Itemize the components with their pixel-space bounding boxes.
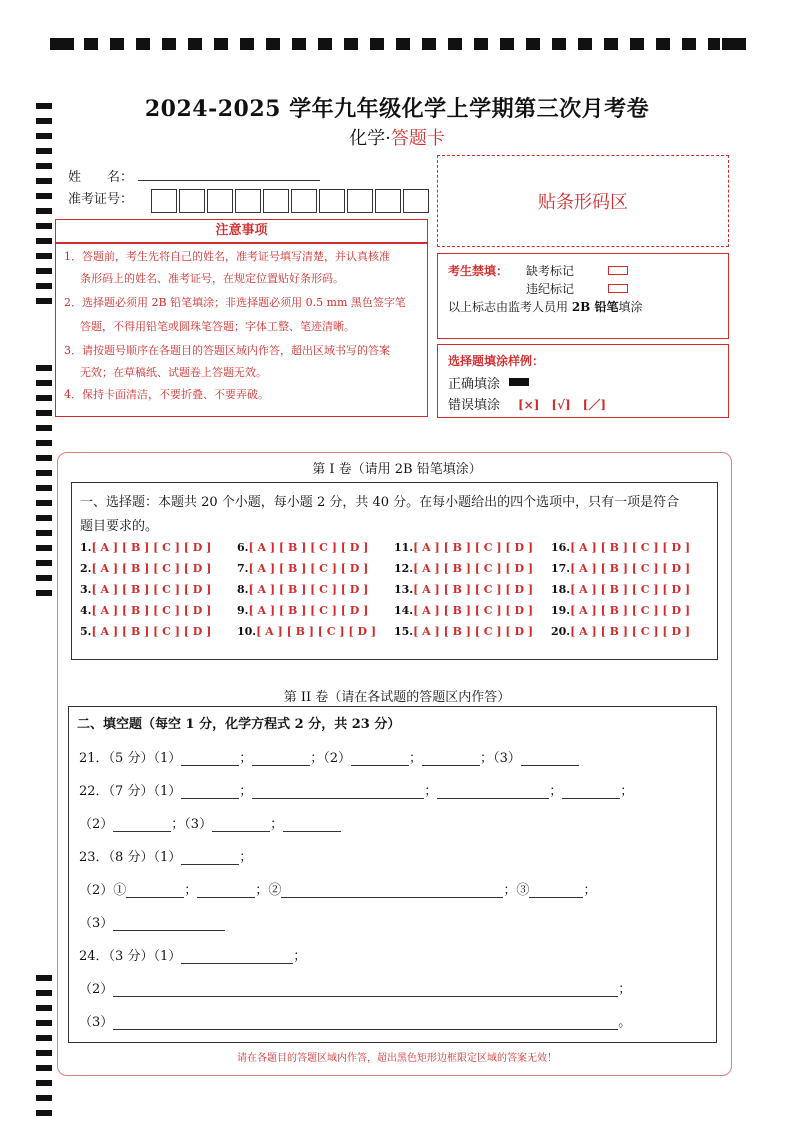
choice-number: 17.	[551, 562, 571, 575]
choice-options[interactable]: [ A ] [ B ] [ C ] [ D ]	[248, 583, 369, 596]
absent-label: 缺考标记	[526, 264, 575, 278]
q23-sep: ；	[255, 883, 269, 898]
answer-blank[interactable]	[252, 753, 310, 766]
q21-sep: ；	[409, 751, 423, 766]
choice-number: 3.	[80, 583, 92, 596]
choice-item-5[interactable]	[80, 625, 211, 638]
fill-sample-box	[437, 344, 729, 418]
choice-item-12[interactable]	[394, 562, 533, 575]
answer-blank[interactable]	[181, 951, 293, 964]
q22-part3: （3）	[184, 817, 213, 832]
q23-circ3: ③	[516, 883, 530, 898]
answer-blank[interactable]	[562, 786, 620, 799]
notice-line: 答题，不得用铅笔或圆珠笔答题；字体工整、笔迹清晰。	[80, 320, 355, 333]
choice-item-3[interactable]	[80, 583, 211, 596]
q21-sep: ；	[310, 751, 324, 766]
q22-sep: ；	[171, 817, 185, 832]
card-subtitle	[0, 124, 794, 150]
choice-options[interactable]: [ A ] [ B ] [ C ] [ D ]	[413, 625, 534, 638]
choice-item-20[interactable]	[551, 625, 690, 638]
choice-item-7[interactable]	[237, 562, 368, 575]
answer-blank[interactable]	[422, 753, 480, 766]
choice-item-6[interactable]	[237, 541, 368, 554]
name-label: 姓 名：	[68, 170, 134, 185]
choice-number: 1.	[80, 541, 92, 554]
choice-item-10[interactable]	[237, 625, 376, 638]
choice-item-14[interactable]	[394, 604, 533, 617]
q24-label: 24．（3 分）（1）	[79, 949, 182, 964]
choice-item-2[interactable]	[80, 562, 211, 575]
choice-number: 5.	[80, 625, 92, 638]
choice-number: 13.	[394, 583, 414, 596]
answer-blank[interactable]	[521, 753, 579, 766]
absent-mark-box[interactable]	[608, 266, 628, 275]
q21-part2: （2）	[323, 751, 352, 766]
choice-item-9[interactable]	[237, 604, 368, 617]
answer-blank[interactable]	[437, 786, 549, 799]
choice-item-18[interactable]	[551, 583, 690, 596]
footer-warning: 请在各题目的答题区域内作答，超出黑色矩形边框限定区域的答案无效！	[237, 1053, 557, 1064]
answer-blank[interactable]	[113, 984, 618, 997]
violation-label: 违纪标记	[526, 282, 575, 296]
choice-item-19[interactable]	[551, 604, 690, 617]
wrong-fill-marks: [×] [√] [／]	[518, 398, 607, 412]
q24-row-3	[79, 1011, 631, 1030]
answer-blank[interactable]	[113, 918, 225, 931]
choice-number: 19.	[551, 604, 571, 617]
q22-sep: ；	[424, 784, 438, 799]
choice-number: 10.	[237, 625, 257, 638]
subtitle-card: 答题卡	[390, 128, 445, 149]
top-timing-marks	[50, 38, 746, 52]
q23-sep: ；	[184, 883, 198, 898]
q24-sep: ；	[293, 949, 307, 964]
choice-options[interactable]: [ A ] [ B ] [ C ] [ D ]	[413, 541, 534, 554]
q23-part2: （2）①	[79, 883, 127, 898]
choice-item-15[interactable]	[394, 625, 533, 638]
choice-options[interactable]: [ A ] [ B ] [ C ] [ D ]	[570, 625, 691, 638]
correct-fill-label: 正确填涂	[448, 377, 501, 392]
exam-title: 2024-2025 学年九年级化学上学期第三次月考卷	[144, 96, 650, 122]
answer-blank[interactable]	[252, 786, 424, 799]
choice-options[interactable]: [ A ] [ B ] [ C ] [ D ]	[570, 562, 691, 575]
q21-sep: ；	[239, 751, 253, 766]
choice-number: 9.	[237, 604, 249, 617]
q21-row	[79, 747, 579, 766]
answer-blank[interactable]	[281, 885, 503, 898]
answer-blank[interactable]	[113, 819, 171, 832]
q23-circ2: ②	[268, 883, 282, 898]
choice-section	[71, 482, 718, 660]
choice-number: 2.	[80, 562, 92, 575]
subtitle-subject: 化学·	[349, 128, 391, 149]
forbid-label: 考生禁填：	[448, 264, 509, 278]
q23-sep: ；	[583, 883, 597, 898]
exam-id-label: 准考证号：	[68, 192, 134, 207]
part2-title: 第 II 卷（请在各试题的答题区内作答）	[283, 690, 511, 705]
choice-options[interactable]: [ A ] [ B ] [ C ] [ D ]	[248, 604, 369, 617]
choice-options[interactable]: [ A ] [ B ] [ C ] [ D ]	[91, 562, 212, 575]
notice-heading: 注意事项	[55, 219, 428, 243]
q21-label: 21．（5 分）（1）	[79, 751, 182, 766]
forbid-note-bold: 2B 铅笔	[571, 300, 619, 314]
forbid-note	[448, 298, 643, 315]
q23-part3: （3）	[79, 916, 114, 931]
q23-row-3	[79, 912, 225, 931]
choice-options[interactable]: [ A ] [ B ] [ C ] [ D ]	[91, 541, 212, 554]
name-field[interactable]	[138, 180, 320, 181]
fill-in-heading: 二、填空题（每空 1 分，化学方程式 2 分，共 23 分）	[77, 717, 401, 732]
q24-sep: ；	[618, 982, 632, 997]
notice-line: 4．保持卡面清洁，不要折叠、不要弄破。	[64, 388, 269, 401]
part1-title: 第 I 卷（请用 2B 铅笔填涂）	[312, 462, 482, 477]
answer-blank[interactable]	[351, 753, 409, 766]
barcode-label: 贴条形码区	[538, 192, 628, 213]
choice-options[interactable]: [ A ] [ B ] [ C ] [ D ]	[256, 625, 377, 638]
answer-blank[interactable]	[212, 819, 270, 832]
choice-item-17[interactable]	[551, 562, 690, 575]
q21-sep: ；	[480, 751, 494, 766]
choice-number: 4.	[80, 604, 92, 617]
choice-instructions-2: 题目要求的。	[80, 519, 159, 534]
choice-item-4[interactable]	[80, 604, 211, 617]
answer-blank[interactable]	[283, 819, 341, 832]
sample-label: 选择题填涂样例：	[448, 354, 545, 368]
choice-number: 7.	[237, 562, 249, 575]
choice-options[interactable]: [ A ] [ B ] [ C ] [ D ]	[248, 562, 369, 575]
q24-row	[79, 945, 306, 964]
choice-options[interactable]: [ A ] [ B ] [ C ] [ D ]	[413, 583, 534, 596]
q23-sep: ；	[503, 883, 517, 898]
choice-options[interactable]: [ A ] [ B ] [ C ] [ D ]	[91, 583, 212, 596]
q23-sep: ；	[239, 850, 253, 865]
forbid-note-post: 填涂	[618, 300, 643, 314]
choice-number: 16.	[551, 541, 571, 554]
choice-instructions: 一、选择题：本题共 20 个小题，每小题 2 分，共 40 分。在每小题给出的四个选项中，只有一项是符合	[80, 495, 680, 510]
choice-number: 14.	[394, 604, 414, 617]
fill-in-section	[68, 706, 717, 1043]
answer-blank[interactable]	[181, 753, 239, 766]
notice-line: 无效；在草稿纸、试题卷上答题无效。	[80, 366, 267, 379]
wrong-fill-label: 错误填涂	[448, 398, 501, 413]
choice-options[interactable]: [ A ] [ B ] [ C ] [ D ]	[248, 541, 369, 554]
choice-options[interactable]: [ A ] [ B ] [ C ] [ D ]	[413, 604, 534, 617]
q21-part3: （3）	[493, 751, 521, 766]
q23-label: 23．（8 分）（1）	[79, 850, 182, 865]
choice-number: 8.	[237, 583, 249, 596]
q23-row	[79, 846, 252, 865]
notice-body	[55, 243, 428, 417]
choice-item-16[interactable]	[551, 541, 690, 554]
answer-blank[interactable]	[529, 885, 583, 898]
q22-part2: （2）	[79, 817, 114, 832]
choice-number: 20.	[551, 625, 571, 638]
answer-blank[interactable]	[113, 1017, 618, 1030]
choice-item-8[interactable]	[237, 583, 368, 596]
choice-options[interactable]: [ A ] [ B ] [ C ] [ D ]	[91, 604, 212, 617]
q22-label: 22．（7 分）（1）	[79, 784, 182, 799]
choice-number: 11.	[394, 541, 414, 554]
proctor-only-box	[437, 253, 729, 339]
choice-options[interactable]: [ A ] [ B ] [ C ] [ D ]	[570, 541, 691, 554]
choice-options[interactable]: [ A ] [ B ] [ C ] [ D ]	[413, 562, 534, 575]
choice-item-13[interactable]	[394, 583, 533, 596]
choice-options[interactable]: [ A ] [ B ] [ C ] [ D ]	[570, 583, 691, 596]
violation-mark-box[interactable]	[608, 284, 628, 293]
choice-number: 18.	[551, 583, 571, 596]
answer-blank[interactable]	[181, 852, 239, 865]
choice-number: 12.	[394, 562, 414, 575]
q22-sep: ；	[239, 784, 253, 799]
q22-sep: ；	[549, 784, 563, 799]
answer-blank[interactable]	[126, 885, 184, 898]
correct-fill-mark	[509, 378, 529, 386]
forbid-note-pre: 以上标志由监考人员用	[448, 300, 572, 314]
q24-part2: （2）	[79, 982, 114, 997]
exam-id-boxes[interactable]	[151, 189, 431, 213]
q22-row	[79, 780, 633, 799]
notice-line: 3．请按题号顺序在各题目的答题区域内作答，超出区域书写的答案	[64, 344, 390, 357]
choice-number: 15.	[394, 625, 414, 638]
notice-line: 1．答题前，考生先将自己的姓名，准考证号填写清楚，并认真核准	[64, 250, 390, 263]
q23-row-2	[79, 879, 596, 898]
q24-end: 。	[618, 1015, 632, 1030]
choice-item-1[interactable]	[80, 541, 211, 554]
answer-blank[interactable]	[181, 786, 239, 799]
q22-sep: ；	[620, 784, 634, 799]
q22-sep: ；	[270, 817, 284, 832]
choice-options[interactable]: [ A ] [ B ] [ C ] [ D ]	[91, 625, 212, 638]
choice-item-11[interactable]	[394, 541, 533, 554]
q24-row-2	[79, 978, 631, 997]
q24-part3: （3）	[79, 1015, 114, 1030]
notice-line: 条形码上的姓名、准考证号，在规定位置贴好条形码。	[80, 272, 344, 285]
q22-row-2	[79, 813, 341, 832]
choice-options[interactable]: [ A ] [ B ] [ C ] [ D ]	[570, 604, 691, 617]
choice-number: 6.	[237, 541, 249, 554]
answer-blank[interactable]	[197, 885, 255, 898]
notice-line: 2．选择题必须用 2B 铅笔填涂；非选择题必须用 0.5 mm 黑色签字笔	[64, 296, 406, 309]
barcode-area	[437, 155, 729, 247]
